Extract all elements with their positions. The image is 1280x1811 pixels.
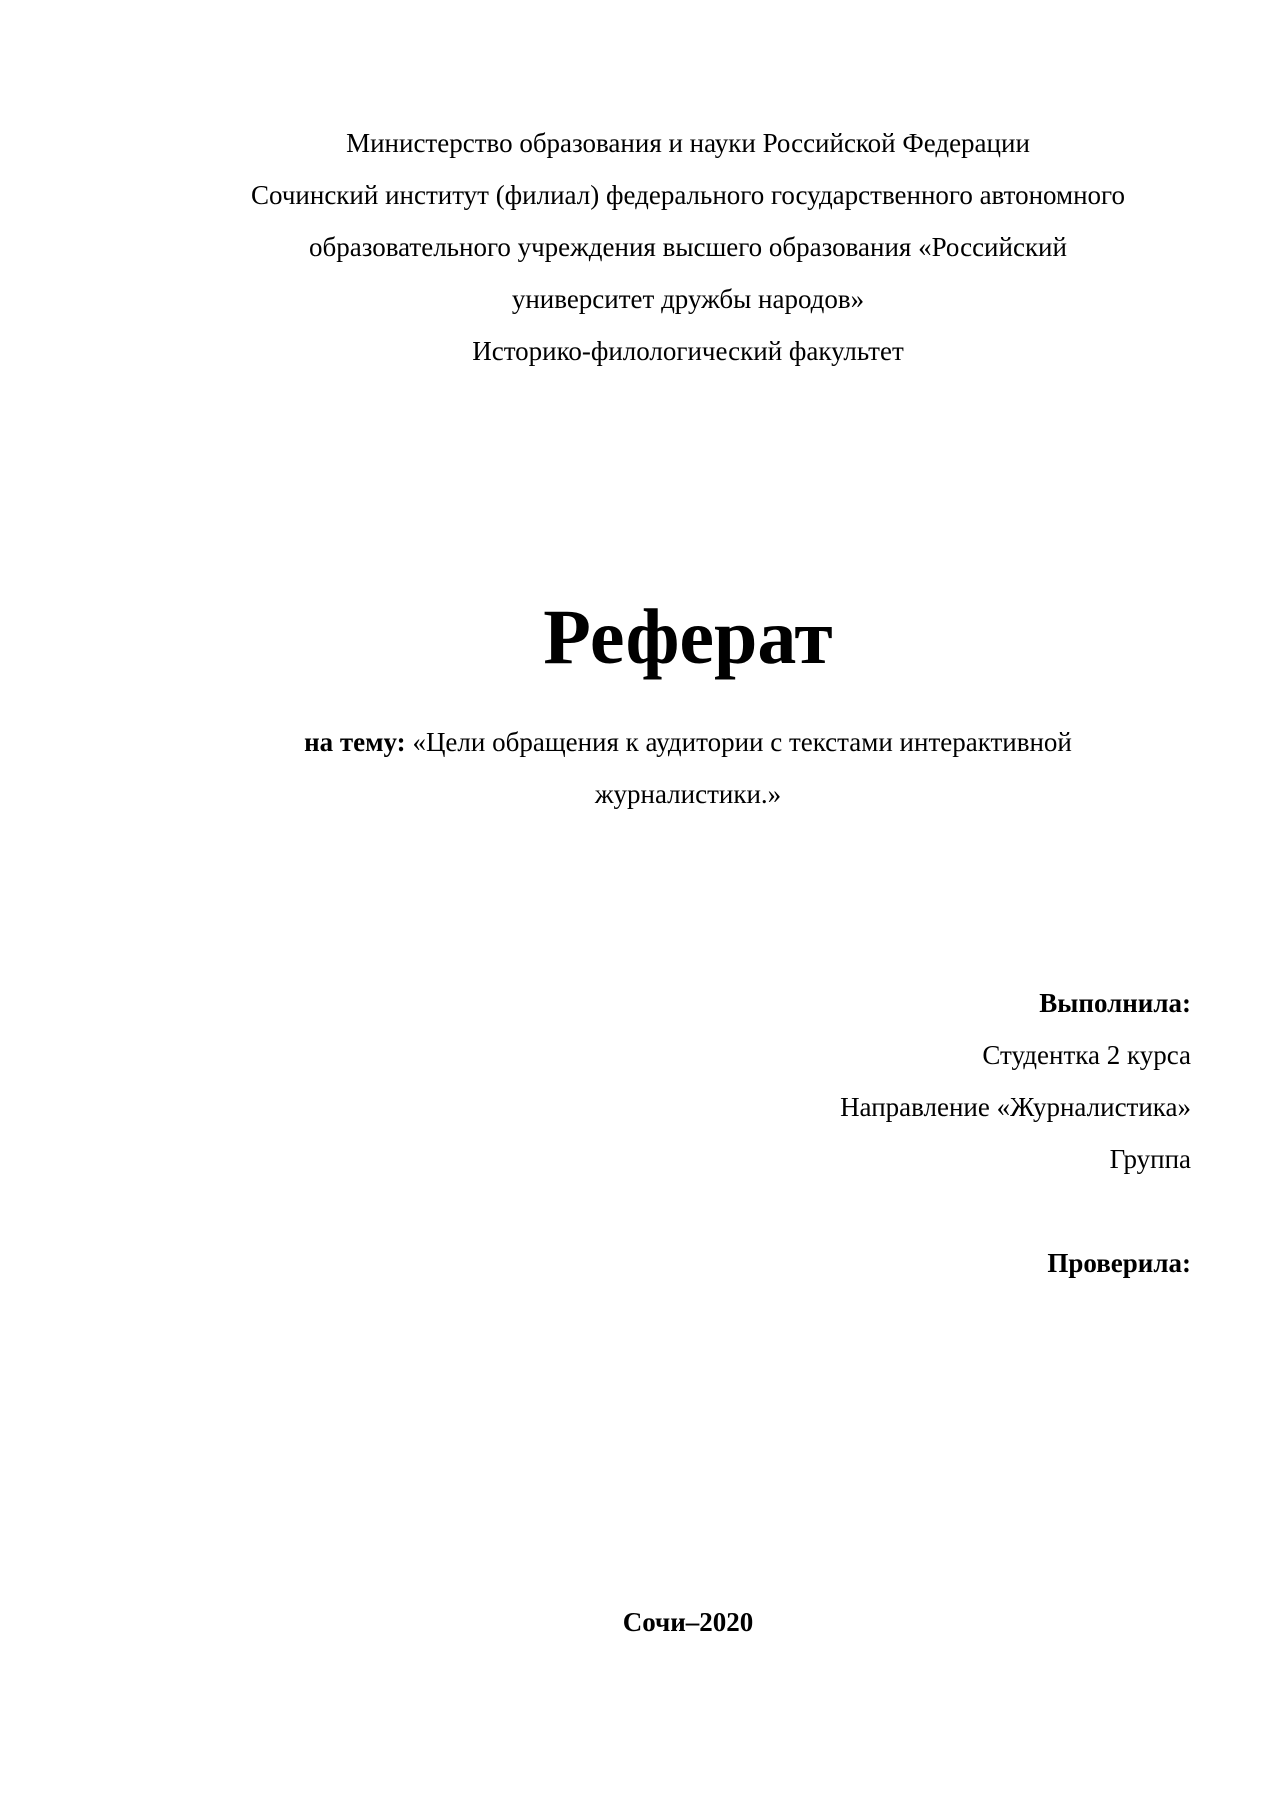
student-course-line: Студентка 2 курса: [982, 1040, 1191, 1070]
institute-line-2: образовательного учреждения высшего образования «Российский: [309, 232, 1067, 262]
ministry-line: Министерство образования и науки Российской Федерации: [346, 128, 1030, 158]
checked-by-label: Проверила:: [1047, 1248, 1191, 1278]
institute-line-3: университет дружбы народов»: [511, 284, 865, 314]
topic-text: «Цели обращения к аудитории с текстами интерактивной журналистики.»: [405, 727, 1072, 809]
signature-spacer: [840, 1185, 1191, 1237]
institution-header: [160, 117, 1216, 377]
document-title: Реферат: [543, 593, 833, 680]
city-year: Сочи–2020: [622, 1607, 754, 1637]
direction-line: Направление «Журналистика»: [840, 1092, 1191, 1122]
performed-by-label: Выполнила:: [1039, 988, 1191, 1018]
institute-line-1: Сочинский институт (филиал) федерального государственного автономного: [251, 180, 1125, 210]
topic-prefix: на тему:: [304, 727, 406, 757]
topic-paragraph: [230, 716, 1146, 820]
group-line: Группа: [1109, 1144, 1191, 1174]
faculty-line: Историко-филологический факультет: [472, 336, 904, 366]
signature-block: [840, 977, 1191, 1289]
